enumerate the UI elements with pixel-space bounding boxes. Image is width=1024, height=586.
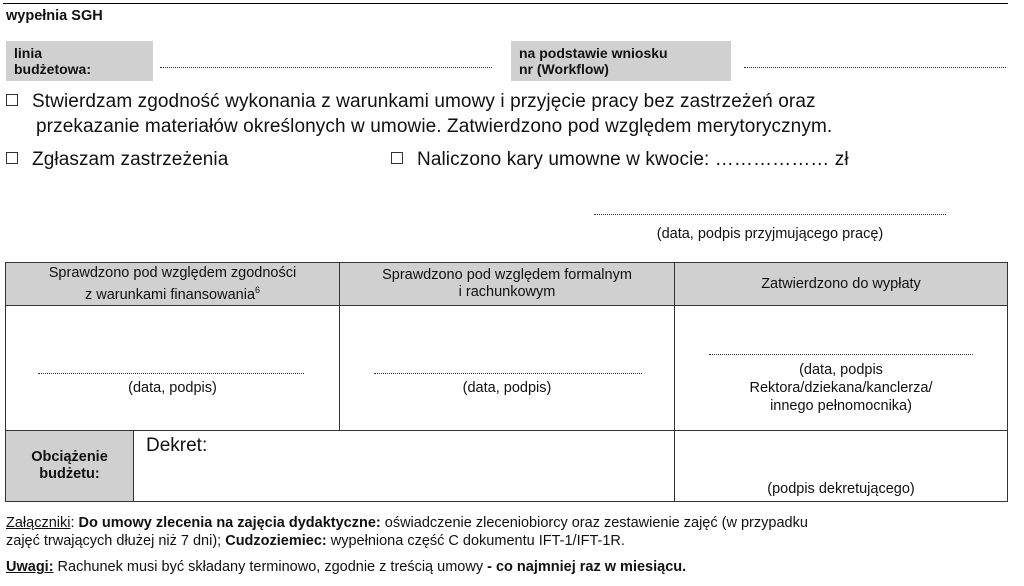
notes-text: Rachunek musi być składany terminowo, zgodnie z treścią umowy bbox=[53, 559, 488, 575]
objections-checkbox-row bbox=[6, 148, 228, 172]
acceptance-signature-line[interactable] bbox=[594, 214, 946, 215]
notes-bold: - co najmniej raz w miesiącu. bbox=[487, 559, 687, 575]
signature-caption-payment-2: Rektora/dziekana/kanclerza/ bbox=[749, 380, 933, 396]
signature-caption-payment-3: innego pełnomocnika) bbox=[770, 398, 912, 414]
foreigner-text: wypełniona część C dokumentu IFT-1/IFT-1R. bbox=[326, 533, 625, 549]
didactic-text: oświadczenie zleceniobiorcy oraz zestawienie zajęć (w przypadku bbox=[380, 515, 808, 531]
confirm-checkbox[interactable] bbox=[6, 94, 18, 106]
workflow-request-field[interactable] bbox=[744, 67, 1006, 68]
header-financing-check-2: z warunkami finansowania bbox=[84, 286, 256, 303]
penalties-checkbox-row bbox=[391, 148, 849, 172]
confirm-checkbox-row bbox=[6, 90, 1018, 114]
penalties-text: Naliczono kary umowne w kwocie: ……………… zł bbox=[417, 149, 849, 170]
confirm-text-1: Stwierdzam zgodność wykonania z warunkami umowy i przyjęcie pracy bez zastrzeżeń oraz bbox=[32, 91, 816, 112]
header-formal-check-2: i rachunkowym bbox=[458, 284, 556, 300]
signature-cell-formal[interactable] bbox=[340, 306, 675, 431]
workflow-request-label-1: na podstawie wniosku bbox=[519, 45, 668, 61]
top-rule bbox=[3, 3, 1008, 4]
attachments-label: Załączniki bbox=[6, 515, 71, 531]
header-formal-check bbox=[340, 263, 675, 306]
notes bbox=[6, 558, 1018, 576]
signature-caption-financing: (data, podpis) bbox=[128, 380, 217, 396]
workflow-request-label bbox=[511, 41, 731, 81]
section-header: wypełnia SGH bbox=[6, 8, 103, 24]
header-formal-check-1: Sprawdzono pod względem formalnym bbox=[382, 267, 632, 283]
penalties-checkbox[interactable] bbox=[391, 152, 403, 164]
confirm-text-2: przekazanie materiałów określonych w umowie. Zatwierdzono pod względem merytorycznym. bbox=[36, 116, 833, 137]
objections-text: Zgłaszam zastrzeżenia bbox=[32, 149, 229, 170]
budget-line-label bbox=[6, 41, 153, 81]
signature-caption-payment bbox=[675, 361, 1007, 415]
signature-line-financing bbox=[38, 373, 304, 374]
signature-caption-formal: (data, podpis) bbox=[462, 380, 552, 396]
budget-line-label-1: linia bbox=[14, 45, 43, 61]
header-financing-check-1: Sprawdzono pod względem zgodności bbox=[48, 264, 297, 281]
didactic-text-2: zajęć trwających dłużej niż 7 dni); bbox=[6, 533, 226, 549]
signature-caption-payment-1: (data, podpis bbox=[799, 362, 883, 378]
signature-cell-financing[interactable] bbox=[6, 306, 340, 431]
attachments-colon: : bbox=[70, 515, 75, 531]
objections-checkbox[interactable] bbox=[6, 152, 18, 164]
header-financing-check bbox=[6, 263, 340, 306]
budget-line-label-2: budżetowa: bbox=[14, 61, 91, 77]
header-payment-approval: Zatwierdzono do wypłaty bbox=[675, 263, 1008, 306]
notes-label: Uwagi: bbox=[6, 559, 54, 575]
budget-line-field[interactable] bbox=[160, 67, 492, 68]
signature-line-payment bbox=[709, 354, 973, 355]
decree-signature-cell[interactable] bbox=[675, 431, 1008, 502]
foreigner-label: Cudzoziemiec: bbox=[225, 533, 327, 549]
signature-line-formal bbox=[374, 373, 642, 374]
didactic-label: Do umowy zlecenia na zajęcia dydaktyczne: bbox=[78, 515, 381, 531]
signature-cell-payment[interactable] bbox=[675, 306, 1008, 431]
approval-table bbox=[5, 262, 1008, 502]
footnote-ref: 6 bbox=[255, 284, 261, 295]
budget-charge-label-2: budżetu: bbox=[39, 466, 100, 482]
decree-signature-caption: (podpis dekretującego) bbox=[767, 481, 915, 497]
budget-charge-label bbox=[6, 431, 134, 502]
decree-label: Dekret: bbox=[146, 435, 208, 456]
acceptance-signature-caption: (data, podpis przyjmującego pracę) bbox=[656, 226, 884, 242]
decree-cell[interactable] bbox=[134, 431, 675, 502]
workflow-request-label-2: nr (Workflow) bbox=[519, 61, 609, 77]
budget-charge-label-1: Obciążenie bbox=[31, 449, 108, 465]
attachments-note bbox=[6, 514, 1018, 550]
